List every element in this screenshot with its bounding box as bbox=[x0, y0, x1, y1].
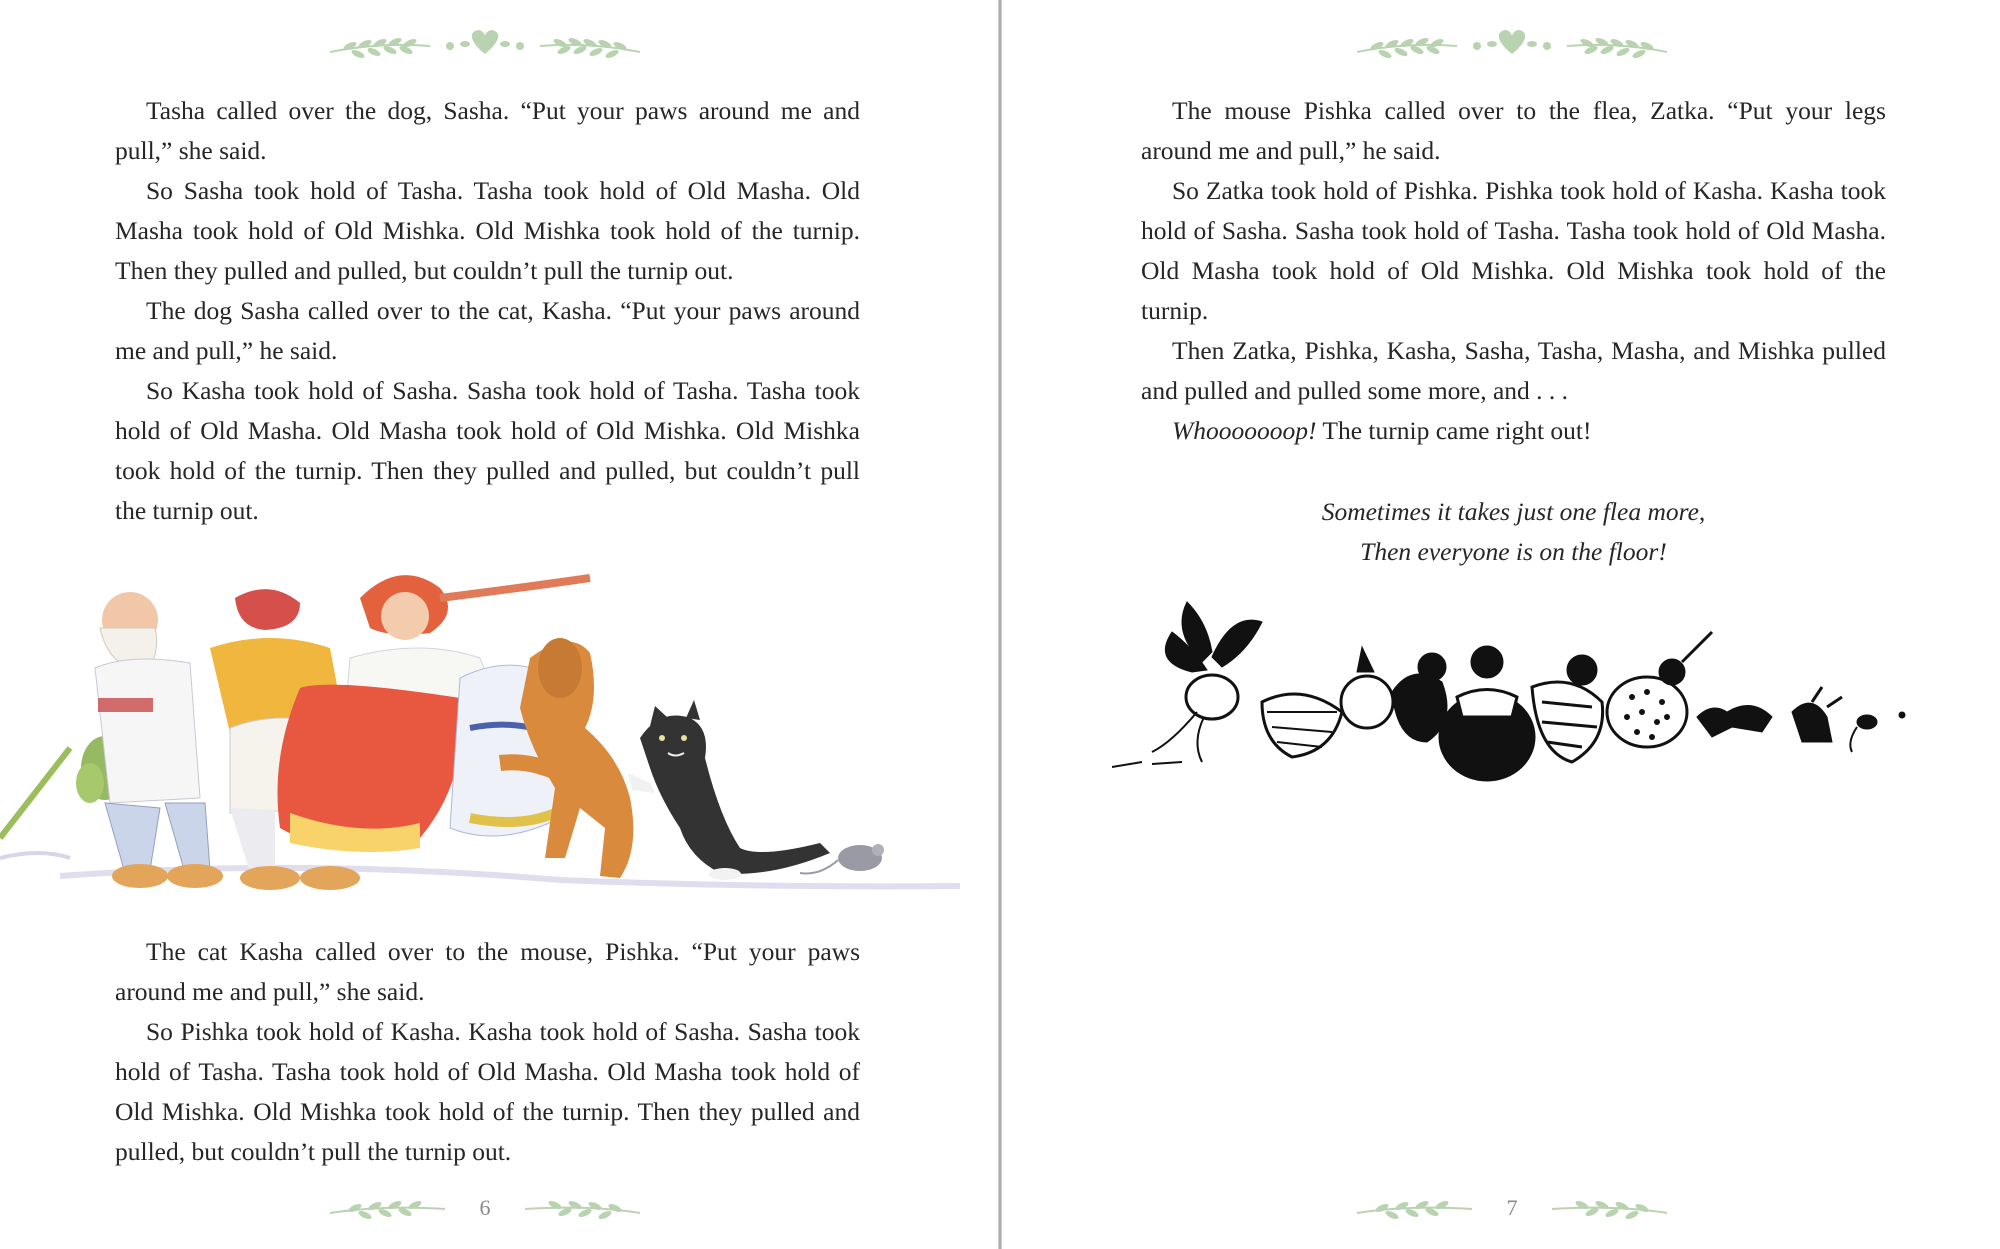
page-number: 6 bbox=[479, 1195, 491, 1220]
paragraph: So Sasha took hold of Tasha. Tasha took hold of Old Masha. Old Masha took hold of Old Mishka. Old Mishka took hold of the turnip. Then they pulled and pulled, but couldn’t pull the turnip out. bbox=[115, 176, 860, 285]
verse-line: Sometimes it takes just one flea more, bbox=[1321, 497, 1706, 526]
exclamation: Whooooooop! bbox=[1172, 416, 1317, 445]
paragraph: The mouse Pishka called over to the flea, Zatka. “Put your legs around me and pull,” he said. bbox=[1141, 96, 1886, 165]
left-text-bottom bbox=[115, 932, 860, 1172]
paragraph: So Zatka took hold of Pishka. Pishka took hold of Kasha. Kasha took hold of Sasha. Sasha took hold of Tasha. Tasha took hold of Old Masha. Old Masha took hold of Old Mishka. Old Mishka took hold of the turnip. bbox=[1141, 176, 1886, 325]
paragraph: So Kasha took hold of Sasha. Sasha took hold of Tasha. Tasha took hold of Old Masha. Old Masha took hold of Old Mishka. Old Mishka took hold of the turnip. Then they pulled and pulled, but couldn’t pull the turnip out. bbox=[115, 376, 860, 525]
leaf-sprig-ornament-icon bbox=[1357, 22, 1667, 62]
paragraph: So Pishka took hold of Kasha. Kasha took hold of Sasha. Sasha took hold of Tasha. Tasha took hold of Old Masha. Old Masha took hold of Old Mishka. Old Mishka took hold of the turnip. Then they pulled and pulled, but couldn’t pull the turnip out. bbox=[115, 1017, 860, 1166]
leaf-sprig-ornament-icon bbox=[330, 22, 640, 62]
paragraph: The dog Sasha called over to the cat, Kasha. “Put your paws around me and pull,” he said. bbox=[115, 296, 860, 365]
verse-line: Then everyone is on the floor! bbox=[1360, 537, 1667, 566]
left-text-top bbox=[115, 91, 860, 531]
right-page-footer bbox=[1357, 1193, 1667, 1223]
paragraph: Then Zatka, Pishka, Kasha, Sasha, Tasha, Masha, and Mishka pulled and pulled and pulled some more, and . . . bbox=[1141, 336, 1886, 405]
paragraph: The cat Kasha called over to the mouse, Pishka. “Put your paws around me and pull,” she said. bbox=[115, 937, 860, 1006]
right-text bbox=[1141, 91, 1886, 451]
ink-tumble-illustration bbox=[1112, 592, 1922, 792]
paragraph-final bbox=[1141, 411, 1886, 451]
closing-verse bbox=[1141, 492, 1886, 572]
left-page-footer bbox=[330, 1193, 640, 1223]
watercolor-chain-illustration bbox=[0, 558, 960, 898]
paragraph: Tasha called over the dog, Sasha. “Put your paws around me and pull,” she said. bbox=[115, 96, 860, 165]
final-sentence: The turnip came right out! bbox=[1316, 416, 1592, 445]
page-number: 7 bbox=[1506, 1195, 1518, 1220]
